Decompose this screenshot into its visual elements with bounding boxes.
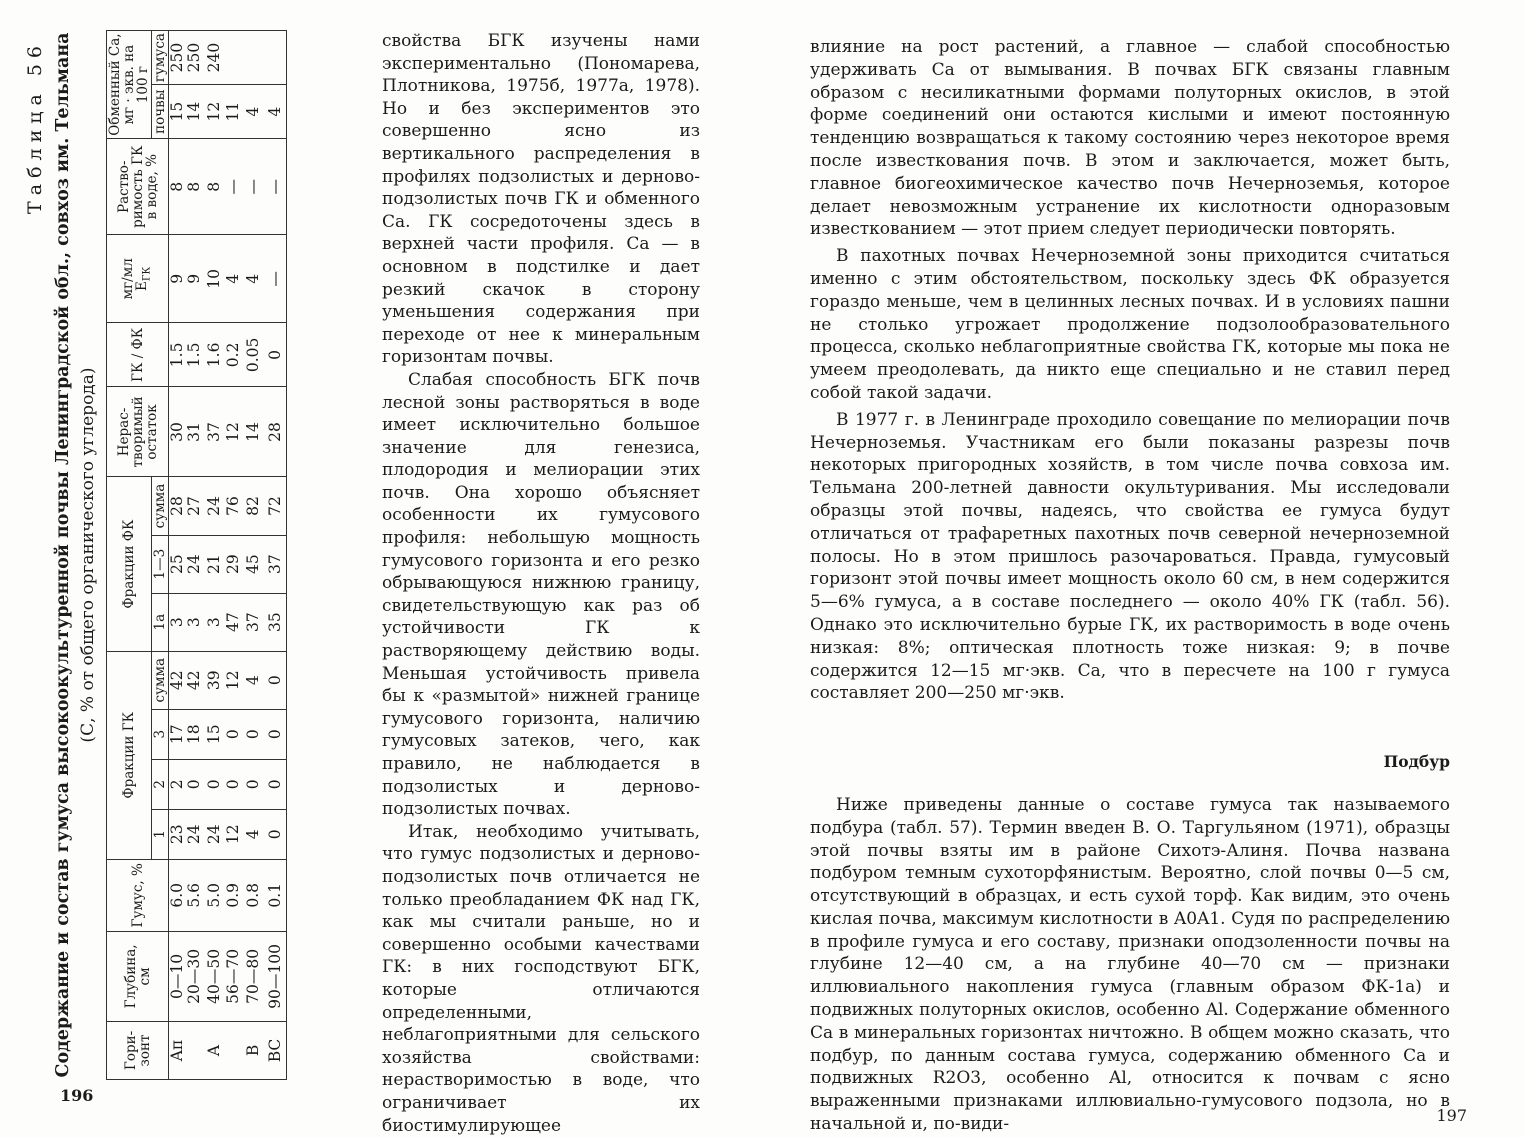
header-e-symbol: E <box>133 281 150 291</box>
table-cell-fksum: 82 <box>242 477 264 535</box>
right-page <box>760 0 1525 1135</box>
header-gk-sum: сумма <box>152 651 169 709</box>
table-cell-gk1: 23 <box>169 809 187 859</box>
table-cell-sol: — <box>264 139 287 235</box>
table-cell-gk2: 0 <box>242 759 264 809</box>
table-cell-sol: — <box>242 139 264 235</box>
table-cell-depth: 20—30 <box>186 931 203 1021</box>
header-gk-group: Фракции ГК <box>107 651 152 859</box>
table-cell-ca_soil: 15 <box>169 85 187 139</box>
table-cell-gk2: 0 <box>186 759 203 809</box>
table-cell-sol: 8 <box>186 139 203 235</box>
table-cell-ca_soil: 4 <box>242 85 264 139</box>
table-cell-fksum: 27 <box>186 477 203 535</box>
table-cell-gksum: 0 <box>264 651 287 709</box>
table-cell-gk1: 12 <box>225 809 242 859</box>
header-gk-1: 1 <box>152 809 169 859</box>
table-cell-gk3: 0 <box>242 709 264 759</box>
table-cell-humus: 0.8 <box>242 859 264 931</box>
table-cell-ca_humus: 240 <box>203 31 225 85</box>
table-cell-horizon: Aп <box>169 1021 187 1079</box>
header-e-subscript: ГК <box>141 266 153 282</box>
table-cell-ca_humus <box>242 31 264 85</box>
table-cell-residue: 28 <box>264 387 287 477</box>
table-cell-gk3: 0 <box>225 709 242 759</box>
table-label: Таблица 56 <box>24 40 46 214</box>
table-cell-horizon <box>225 1021 242 1079</box>
table-cell-gksum: 42 <box>186 651 203 709</box>
table-cell-e: 9 <box>186 235 203 323</box>
table-cell-fk1a: 3 <box>186 593 203 651</box>
table-cell-fksum: 28 <box>169 477 187 535</box>
right-text-column <box>810 36 1450 1136</box>
table-cell-residue: 14 <box>242 387 264 477</box>
table-row <box>225 31 242 1080</box>
header-e <box>107 235 169 323</box>
table-cell-gk3: 15 <box>203 709 225 759</box>
table-cell-gksum: 39 <box>203 651 225 709</box>
header-solubility: Раство-римость ГК в воде, % <box>107 139 169 235</box>
table-cell-gk2: 0 <box>203 759 225 809</box>
table-cell-residue: 30 <box>169 387 187 477</box>
header-ca-humus: гумуса <box>152 31 169 85</box>
table-cell-e: 4 <box>242 235 264 323</box>
table-row <box>186 31 203 1080</box>
header-e-units: мг/мл <box>119 258 136 300</box>
table-cell-fk1a: 3 <box>169 593 187 651</box>
table-cell-humus: 5.0 <box>203 859 225 931</box>
table-cell-depth: 56—70 <box>225 931 242 1021</box>
table-cell-gk2: 2 <box>169 759 187 809</box>
table-row <box>242 31 264 1080</box>
header-gk-fk: ГК / ФК <box>107 323 169 387</box>
header-horizon: Гори-зонт <box>107 1021 169 1079</box>
table-cell-fk13: 37 <box>264 535 287 593</box>
header-residue: Нерас-творимый остаток <box>107 387 169 477</box>
table-cell-ca_soil: 14 <box>186 85 203 139</box>
table-row <box>203 31 225 1080</box>
table-cell-ca_humus: 250 <box>169 31 187 85</box>
header-humus: Гумус, % <box>107 859 169 931</box>
table-cell-residue: 31 <box>186 387 203 477</box>
table-cell-fksum: 72 <box>264 477 287 535</box>
table-cell-ratio: 1.6 <box>203 323 225 387</box>
table-cell-ca_humus <box>225 31 242 85</box>
table-cell-gk1: 0 <box>264 809 287 859</box>
section-heading: Подбур <box>1383 752 1450 772</box>
table-cell-fk1a: 47 <box>225 593 242 651</box>
table-subtitle: (С, % от общего органического углерода) <box>78 367 98 743</box>
table-cell-ratio: 1.5 <box>186 323 203 387</box>
table-cell-ratio: 1.5 <box>169 323 187 387</box>
table-cell-gksum: 42 <box>169 651 187 709</box>
header-depth: Глубина, см <box>107 931 169 1021</box>
table-cell-fk13: 25 <box>169 535 187 593</box>
table-cell-ca_soil: 11 <box>225 85 242 139</box>
humus-table <box>106 30 287 1080</box>
table-cell-gk1: 24 <box>186 809 203 859</box>
table-cell-ca_soil: 12 <box>203 85 225 139</box>
table-row <box>264 31 287 1080</box>
table-cell-gk3: 18 <box>186 709 203 759</box>
right-paragraph-1: влияние на рост растений, а главное — слабой способностью удерживать Са от вымывания. В почвах БГК связаны главным образом с несиликатными формами полуторных окислов, в этой форме соединений они остаются кислыми и имеют постоянную тенденцию возвращаться к такому состоянию через некоторое время после известкования почв. В этом и заключается, может быть, главное биогеохимическое качество почв Нечерноземья, которое делает невозможным устранение их кислотности одноразовым известкованием — этот прием следует периодически повторять. <box>810 37 1450 240</box>
table-cell-humus: 0.9 <box>225 859 242 931</box>
table-cell-ca_humus: 250 <box>186 31 203 85</box>
header-fk-group: Фракции ФК <box>107 477 152 651</box>
left-paragraph: свойства БГК изучены нами экспериментально (Пономарева, Плотникова, 1975б, 1977а, 1978). Но и без экспериментов это совершенно ясно из вертикального распределения в профилях подзолистых и дерново-подзолистых почв ГК и обменного Са. ГК сосредоточены здесь в верхней части профиля. Са — в основном в подстилке и дает резкий скачок в сторону уменьшения содержания при переходе от нее к минеральным горизонтам почвы. <box>382 31 700 368</box>
table-cell-gksum: 4 <box>242 651 264 709</box>
table-cell-e: 9 <box>169 235 187 323</box>
header-gk-3: 3 <box>152 709 169 759</box>
table-cell-fk13: 24 <box>186 535 203 593</box>
table-cell-humus: 5.6 <box>186 859 203 931</box>
table-cell-sol: 8 <box>169 139 187 235</box>
left-paragraph: Итак, необходимо учитывать, что гумус подзолистых и дерново-подзолистых почв отличается не только преобладанием ФК над ГК, как мы считали раньше, но и совершенно особыми качествами ГК: в них господствуют БГК, которые отличаются определенными, неблагоприятными для сельского хозяйства свойствами: нерастворимостью в воде, что ограничивает их биостимулирующее <box>382 821 700 1136</box>
table-cell-residue: 12 <box>225 387 242 477</box>
header-fk-sum: сумма <box>152 477 169 535</box>
table-56 <box>20 30 365 1080</box>
table-cell-depth: 0—10 <box>169 931 187 1021</box>
table-cell-fk1a: 35 <box>264 593 287 651</box>
table-cell-gk1: 24 <box>203 809 225 859</box>
header-gk-2: 2 <box>152 759 169 809</box>
table-cell-e: 4 <box>225 235 242 323</box>
table-cell-e: — <box>264 235 287 323</box>
table-cell-ca_soil: 4 <box>264 85 287 139</box>
table-cell-gk3: 0 <box>264 709 287 759</box>
table-cell-residue: 37 <box>203 387 225 477</box>
page-number-right: 197 <box>1436 1106 1467 1125</box>
table-cell-horizon: A <box>203 1021 225 1079</box>
table-cell-depth: 70—80 <box>242 931 264 1021</box>
table-cell-ratio: 0 <box>264 323 287 387</box>
page-number-left: 196 <box>60 1086 94 1105</box>
right-paragraph-4: Ниже приведены данные о составе гумуса так называемого подбура (табл. 57). Термин введен В. О. Таргульяном (1971), образцы этой почвы взяты им в районе Сихотэ-Алиня. Почва названа подбуром темным сухоторфянистым. Вероятно, слой почвы 0—5 см, отсутствующий в образцах, и есть сухой торф. Как видим, это очень кислая почва, максимум кислотности в A0A1. Судя по распределению в профиле гумуса и его составу, признаки оподзоленности почвы на глубине 12—40 см, а на глубине 40—70 см — признаки иллювиального накопления гумуса (главным образом ФК-1а) и подвижных полуторных окислов, особенно Al. Содержание обменного Са в минеральных горизонтах ничтожно. В общем можно сказать, что подбур, по данным состава гумуса, содержанию обменного Са и подвижных R2O3, особенно Al, относится к почвам с ясно выраженными признаками иллювиально-гумусового подзола, но в начальной и, по-види- <box>810 794 1450 1135</box>
table-cell-fksum: 24 <box>203 477 225 535</box>
table-cell-horizon <box>186 1021 203 1079</box>
table-cell-gksum: 12 <box>225 651 242 709</box>
table-cell-ratio: 0.05 <box>242 323 264 387</box>
table-cell-gk2: 0 <box>225 759 242 809</box>
table-cell-sol: 8 <box>203 139 225 235</box>
table-title: Содержание и состав гумуса высокоокультуренной почвы Ленинградской обл., совхоз им. Тельмана <box>53 32 73 1078</box>
table-cell-fk13: 45 <box>242 535 264 593</box>
right-paragraph-2: В пахотных почвах Нечерноземной зоны приходится считаться именно с этим обстоятельством, поскольку здесь ФК образуется гораздо меньше, чем в целинных лесных почвах. И в условиях пашни не столько угрожает продолжение подзолообразовательного процесса, сколько неблагоприятные свойства ГК, которые мы пока не умеем преодолевать, да никто еще специально и не ставил перед собой такой задачи. <box>810 246 1450 403</box>
table-cell-gk2: 0 <box>264 759 287 809</box>
table-cell-e: 10 <box>203 235 225 323</box>
table-cell-depth: 40—50 <box>203 931 225 1021</box>
table-cell-ratio: 0.2 <box>225 323 242 387</box>
left-page <box>0 0 760 1135</box>
table-cell-horizon: BC <box>264 1021 287 1079</box>
table-cell-ca_humus <box>264 31 287 85</box>
table-cell-gk1: 4 <box>242 809 264 859</box>
table-cell-gk3: 17 <box>169 709 187 759</box>
table-cell-sol: — <box>225 139 242 235</box>
table-cell-fk1a: 37 <box>242 593 264 651</box>
table-cell-fksum: 76 <box>225 477 242 535</box>
table-cell-humus: 6.0 <box>169 859 187 931</box>
header-fk-1a: 1а <box>152 593 169 651</box>
table-cell-fk13: 29 <box>225 535 242 593</box>
table-cell-fk13: 21 <box>203 535 225 593</box>
left-paragraph: Слабая способность БГК почв лесной зоны растворяться в воде имеет исключительно большое значение для генезиса, плодородия и мелиорации этих почв. Она хорошо объясняет особенности их гумусового профиля: небольшую мощность гумусового горизонта и его резко обрывающуюся нижнюю границу, свидетельствующую как раз об устойчивости ГК к растворяющему действию воды. Меньшая устойчивость привела бы к «размытой» нижней границе гумусового горизонта, наличию гумусовых затеков, чего, как правило, не наблюдается в подзолистых и дерново-подзолистых почвах. <box>382 369 700 820</box>
table-cell-fk1a: 3 <box>203 593 225 651</box>
right-paragraph-3: В 1977 г. в Ленинграде проходило совещание по мелиорации почв Нечерноземья. Участникам его были показаны разрезы почв некоторых пригородных хозяйств, в том числе почва совхоза им. Тельмана 200-летней давности окультуривания. Мы исследовали образцы этой почвы, надеясь, что свойства ее гумуса будут отличаться от трафаретных пахотных почв северной нечерноземной полосы. Но в этом пришлось разочароваться. Правда, гумусовый горизонт этой почвы имеет мощность около 60 см, в нем содержится 5—6% гумуса, а в составе последнего — около 40% ГК (табл. 56). Однако это исключительно бурые ГК, их растворимость в воде очень низкая: 8%; оптическая плотность тоже низкая: 9; в почве содержится 12—15 мг·экв. Са, что в пересчете на 100 г гумуса составляет 200—250 мг·экв. <box>810 409 1450 704</box>
header-fk-13: 1—3 <box>152 535 169 593</box>
table-cell-horizon: B <box>242 1021 264 1079</box>
table-row <box>169 31 187 1080</box>
header-ca-soil: почвы <box>152 85 169 139</box>
table-cell-depth: 90—100 <box>264 931 287 1021</box>
left-text-column <box>382 30 700 1137</box>
header-ca-group: Обменный Са, мг · экв. на 100 г <box>107 31 152 139</box>
table-cell-humus: 0.1 <box>264 859 287 931</box>
